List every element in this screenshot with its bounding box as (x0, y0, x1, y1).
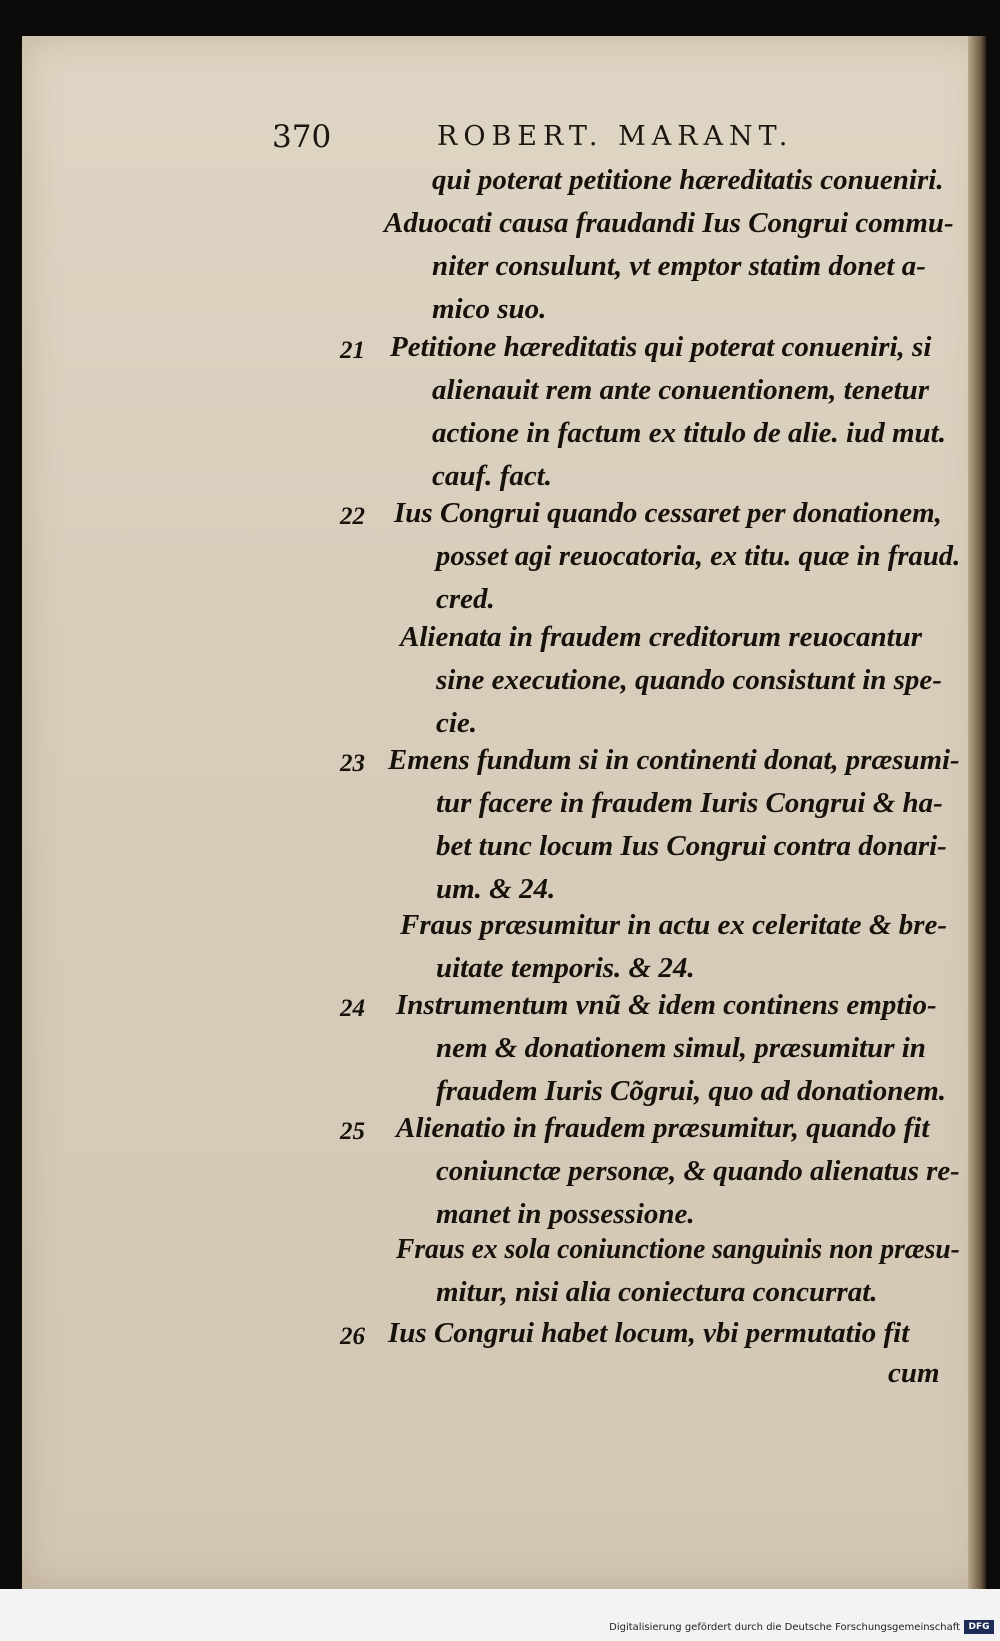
margin-number: 23 (340, 750, 365, 777)
margin-number: 21 (340, 337, 365, 364)
text-line: qui poterat petitione hæreditatis conueniri. (432, 164, 944, 196)
page-edge (968, 36, 986, 1589)
text-line: Petitione hæreditatis qui poterat conueniri, si (390, 331, 932, 363)
text-line: mitur, nisi alia coniectura concurrat. (436, 1276, 878, 1308)
text-line: uitate temporis. & 24. (436, 952, 695, 984)
text-line: Ius Congrui habet locum, vbi permutatio fit (388, 1317, 910, 1349)
text-line: manet in possessione. (436, 1198, 695, 1230)
text-line: Aduocati causa fraudandi Ius Congrui commu- (384, 207, 954, 239)
text-line: actione in factum ex titulo de alie. iud mut. (432, 417, 946, 449)
footer-bar (0, 1589, 1000, 1641)
text-line: tur facere in fraudem Iuris Congrui & ha- (436, 787, 943, 819)
text-line: bet tunc locum Ius Congrui contra donari- (436, 830, 947, 862)
text-line: Instrumentum vnũ & idem continens emptio- (396, 989, 937, 1021)
margin-number: 22 (340, 503, 365, 530)
text-line: sine executione, quando consistunt in spe- (436, 664, 942, 696)
dfg-logo-icon: DFG (964, 1620, 994, 1634)
margin-number: 24 (340, 995, 365, 1022)
text-line: cum (888, 1357, 940, 1389)
text-line: coniunctæ personæ, & quando alienatus re- (436, 1155, 960, 1187)
text-line: nem & donationem simul, præsumitur in (436, 1032, 926, 1064)
text-line: cred. (436, 583, 495, 615)
text-line: cauf. fact. (432, 460, 552, 492)
text-line: Fraus ex sola coniunctione sanguinis non præsu- (396, 1233, 960, 1265)
margin-number: 25 (340, 1118, 365, 1145)
text-line: mico suo. (432, 293, 547, 325)
text-line: fraudem Iuris Cõgrui, quo ad donationem. (436, 1075, 947, 1107)
text-line: Fraus præsumitur in actu ex celeritate & bre- (400, 909, 948, 941)
running-head: ROBERT. MARANT. (437, 121, 794, 152)
text-line: um. & 24. (436, 873, 556, 905)
text-line: Ius Congrui quando cessaret per donationem, (394, 497, 942, 529)
text-line: Emens fundum si in continenti donat, præsumi- (388, 744, 960, 776)
margin-number: 26 (340, 1323, 365, 1350)
page-header (22, 119, 986, 159)
funding-credit: Digitalisierung gefördert durch die Deutsche Forschungsgemeinschaft (609, 1622, 960, 1633)
text-line: cie. (436, 707, 478, 739)
text-line: Alienatio in fraudem præsumitur, quando fit (396, 1112, 930, 1144)
book-page (22, 36, 986, 1589)
text-line: niter consulunt, vt emptor statim donet a- (432, 250, 926, 282)
text-line: posset agi reuocatoria, ex titu. quæ in fraud. (436, 540, 961, 572)
text-line: alienauit rem ante conuentionem, tenetur (432, 374, 930, 406)
page-number: 370 (272, 119, 332, 155)
text-line: Alienata in fraudem creditorum reuocantur (400, 621, 923, 653)
